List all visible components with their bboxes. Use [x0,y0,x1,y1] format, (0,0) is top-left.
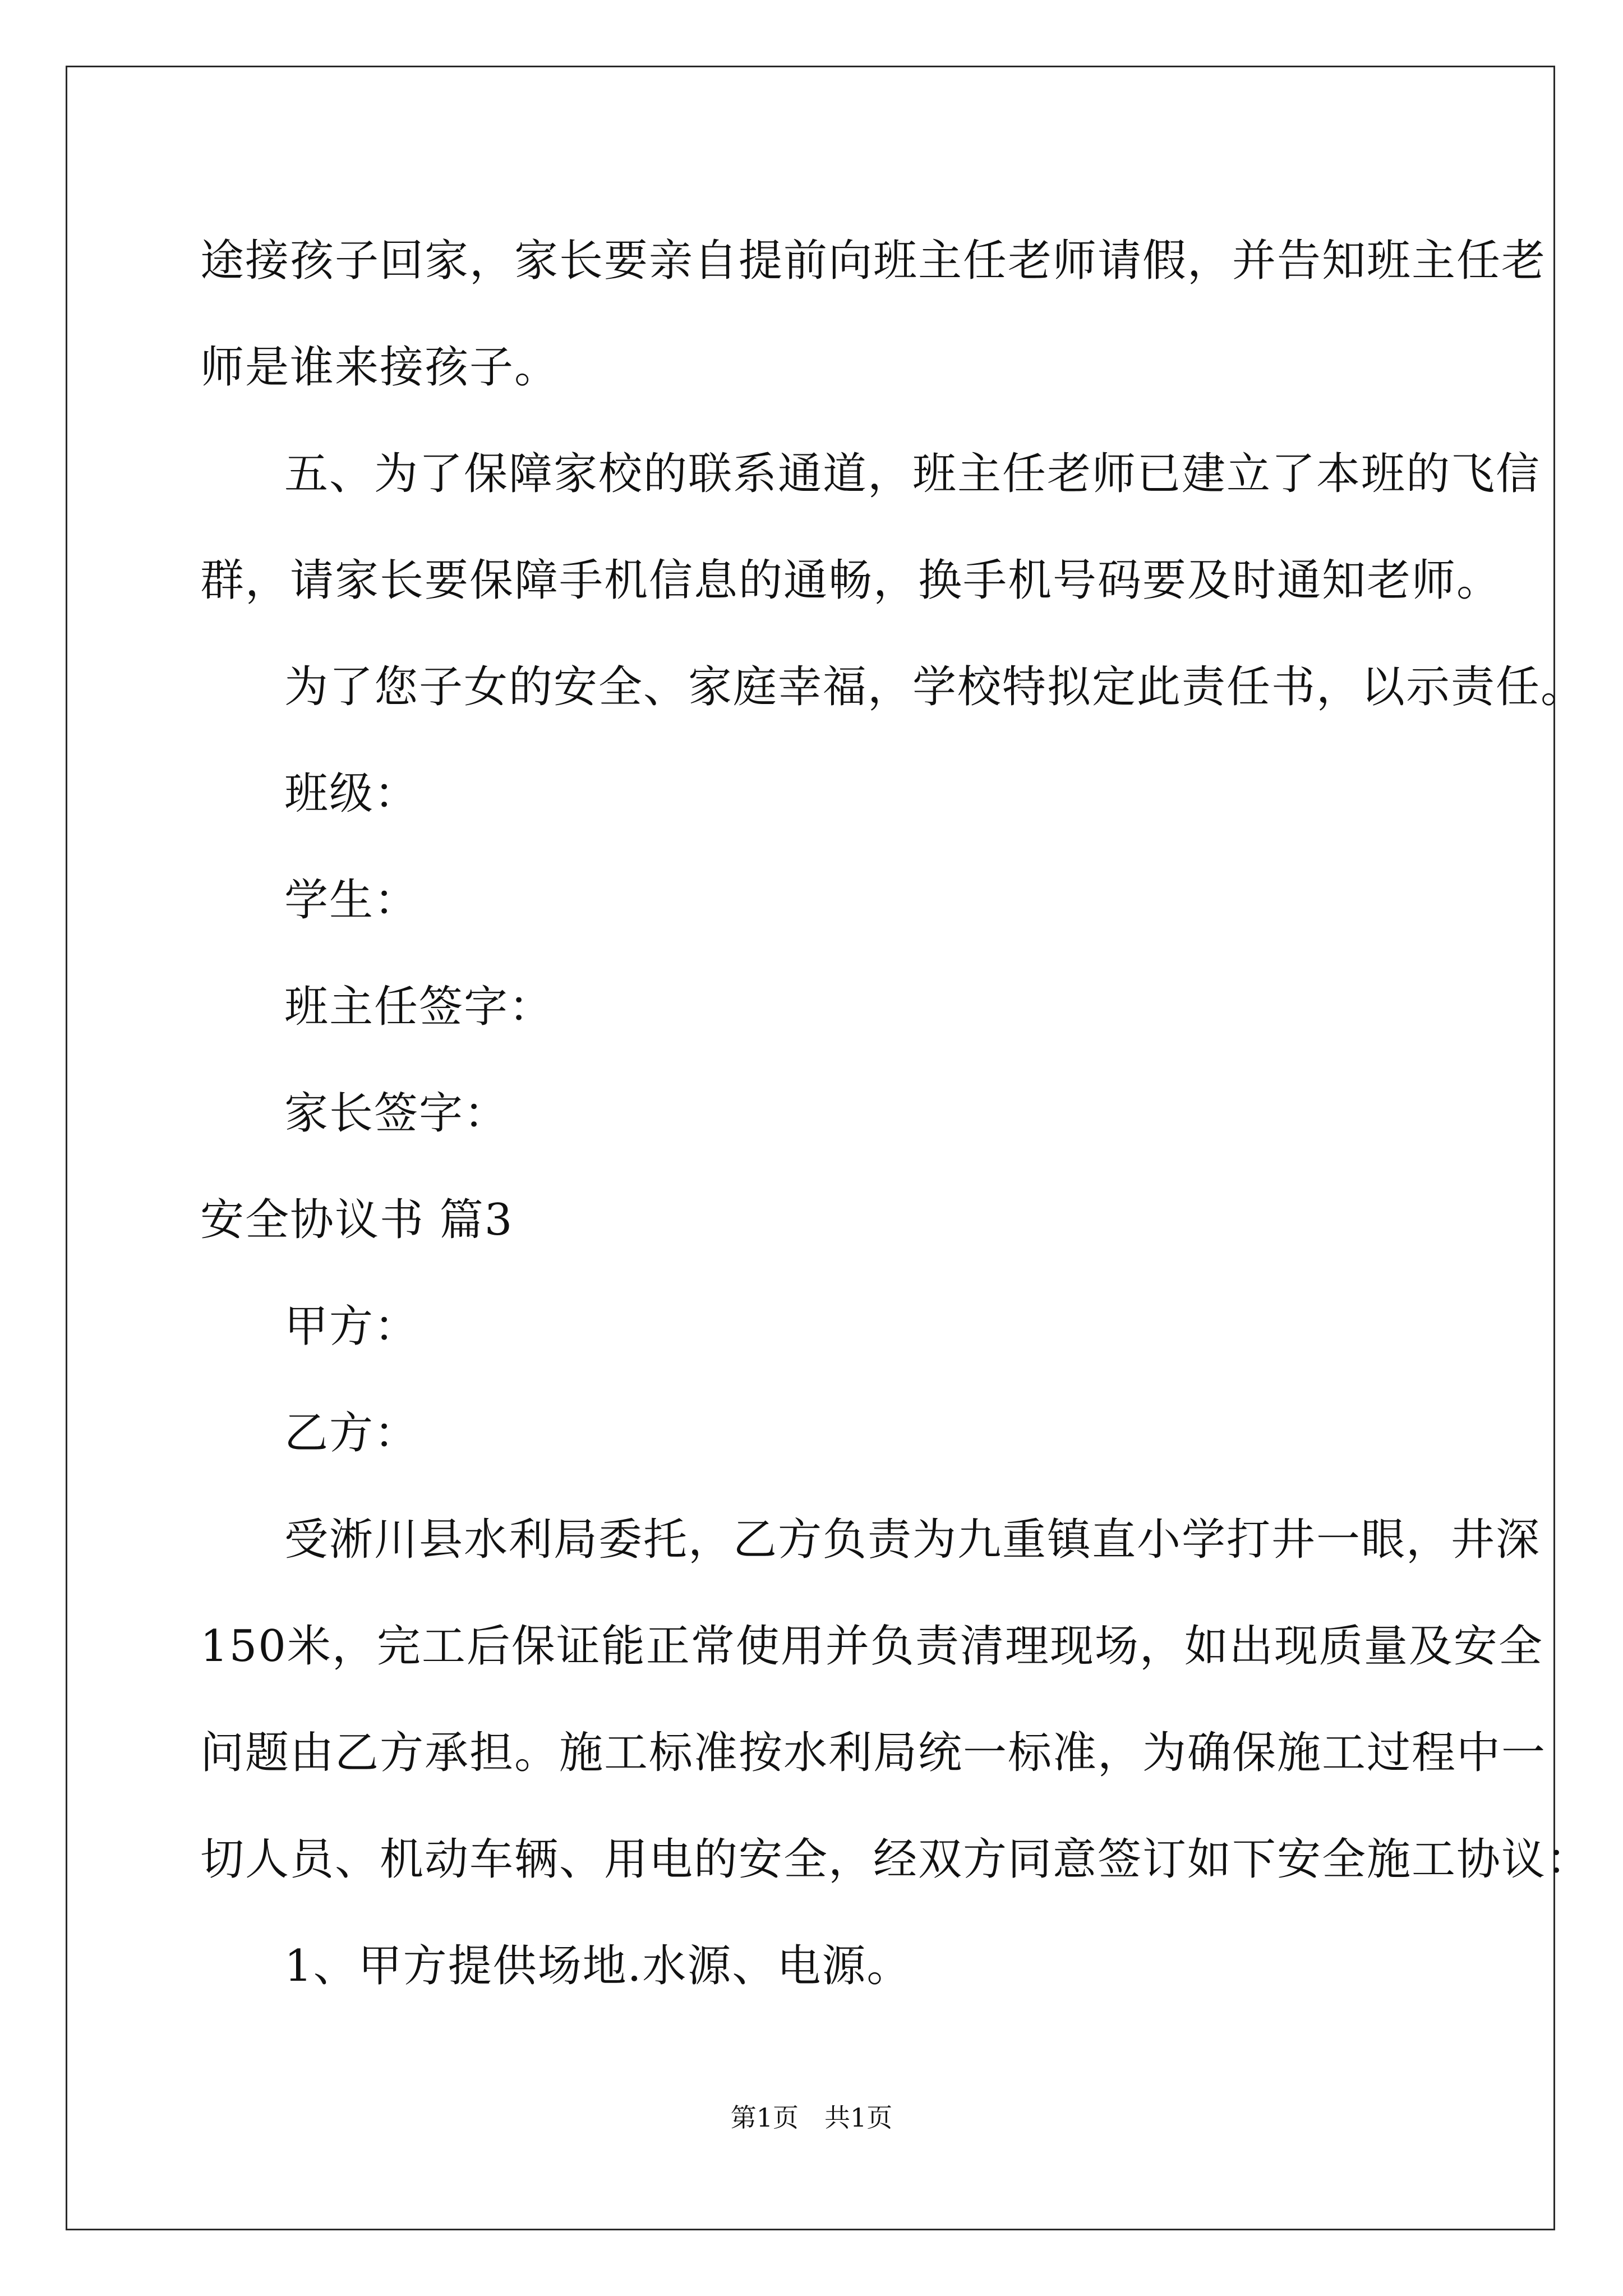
text-line-2: 师是谁来接孩子。 [200,342,560,393]
text-line-16: 切人员、机动车辆、用电的安全，经双方同意签订如下安全施工协议： [200,1834,1592,1885]
text-line-5: 为了您子女的安全、家庭幸福，学校特拟定此责任书，以示责任。 [284,662,1586,712]
text-line-17: 1、甲方提供场地.水源、电源。 [284,1941,912,1991]
text-line-15: 问题由乙方承担。施工标准按水利局统一标准，为确保施工过程中一 [200,1728,1547,1778]
party-a-label: 甲方： [284,1301,419,1352]
text-line-14: 150米，完工后保证能正常使用并负责清理现场，如出现质量及安全 [200,1621,1543,1672]
class-field-label: 班级： [284,769,419,819]
document-body [200,208,1592,2019]
text-line-1: 途接孩子回家，家长要亲自提前向班主任老师请假，并告知班主任老 [200,236,1547,286]
text-line-13: 受淅川县水利局委托，乙方负责为九重镇直小学打井一眼，井深 [284,1515,1541,1565]
teacher-signature-label: 班主任签字： [284,982,554,1032]
text-line-4: 群，请家长要保障手机信息的通畅，换手机号码要及时通知老师。 [200,555,1502,606]
section-heading: 安全协议书 篇3 [200,1195,514,1245]
student-field-label: 学生： [284,875,419,926]
text-line-3: 五、为了保障家校的联系通道，班主任老师已建立了本班的飞信 [284,449,1541,499]
page-footer: 第1页 共1页 [730,2102,893,2133]
parent-signature-label: 家长签字： [284,1088,509,1139]
party-b-label: 乙方： [284,1408,419,1458]
